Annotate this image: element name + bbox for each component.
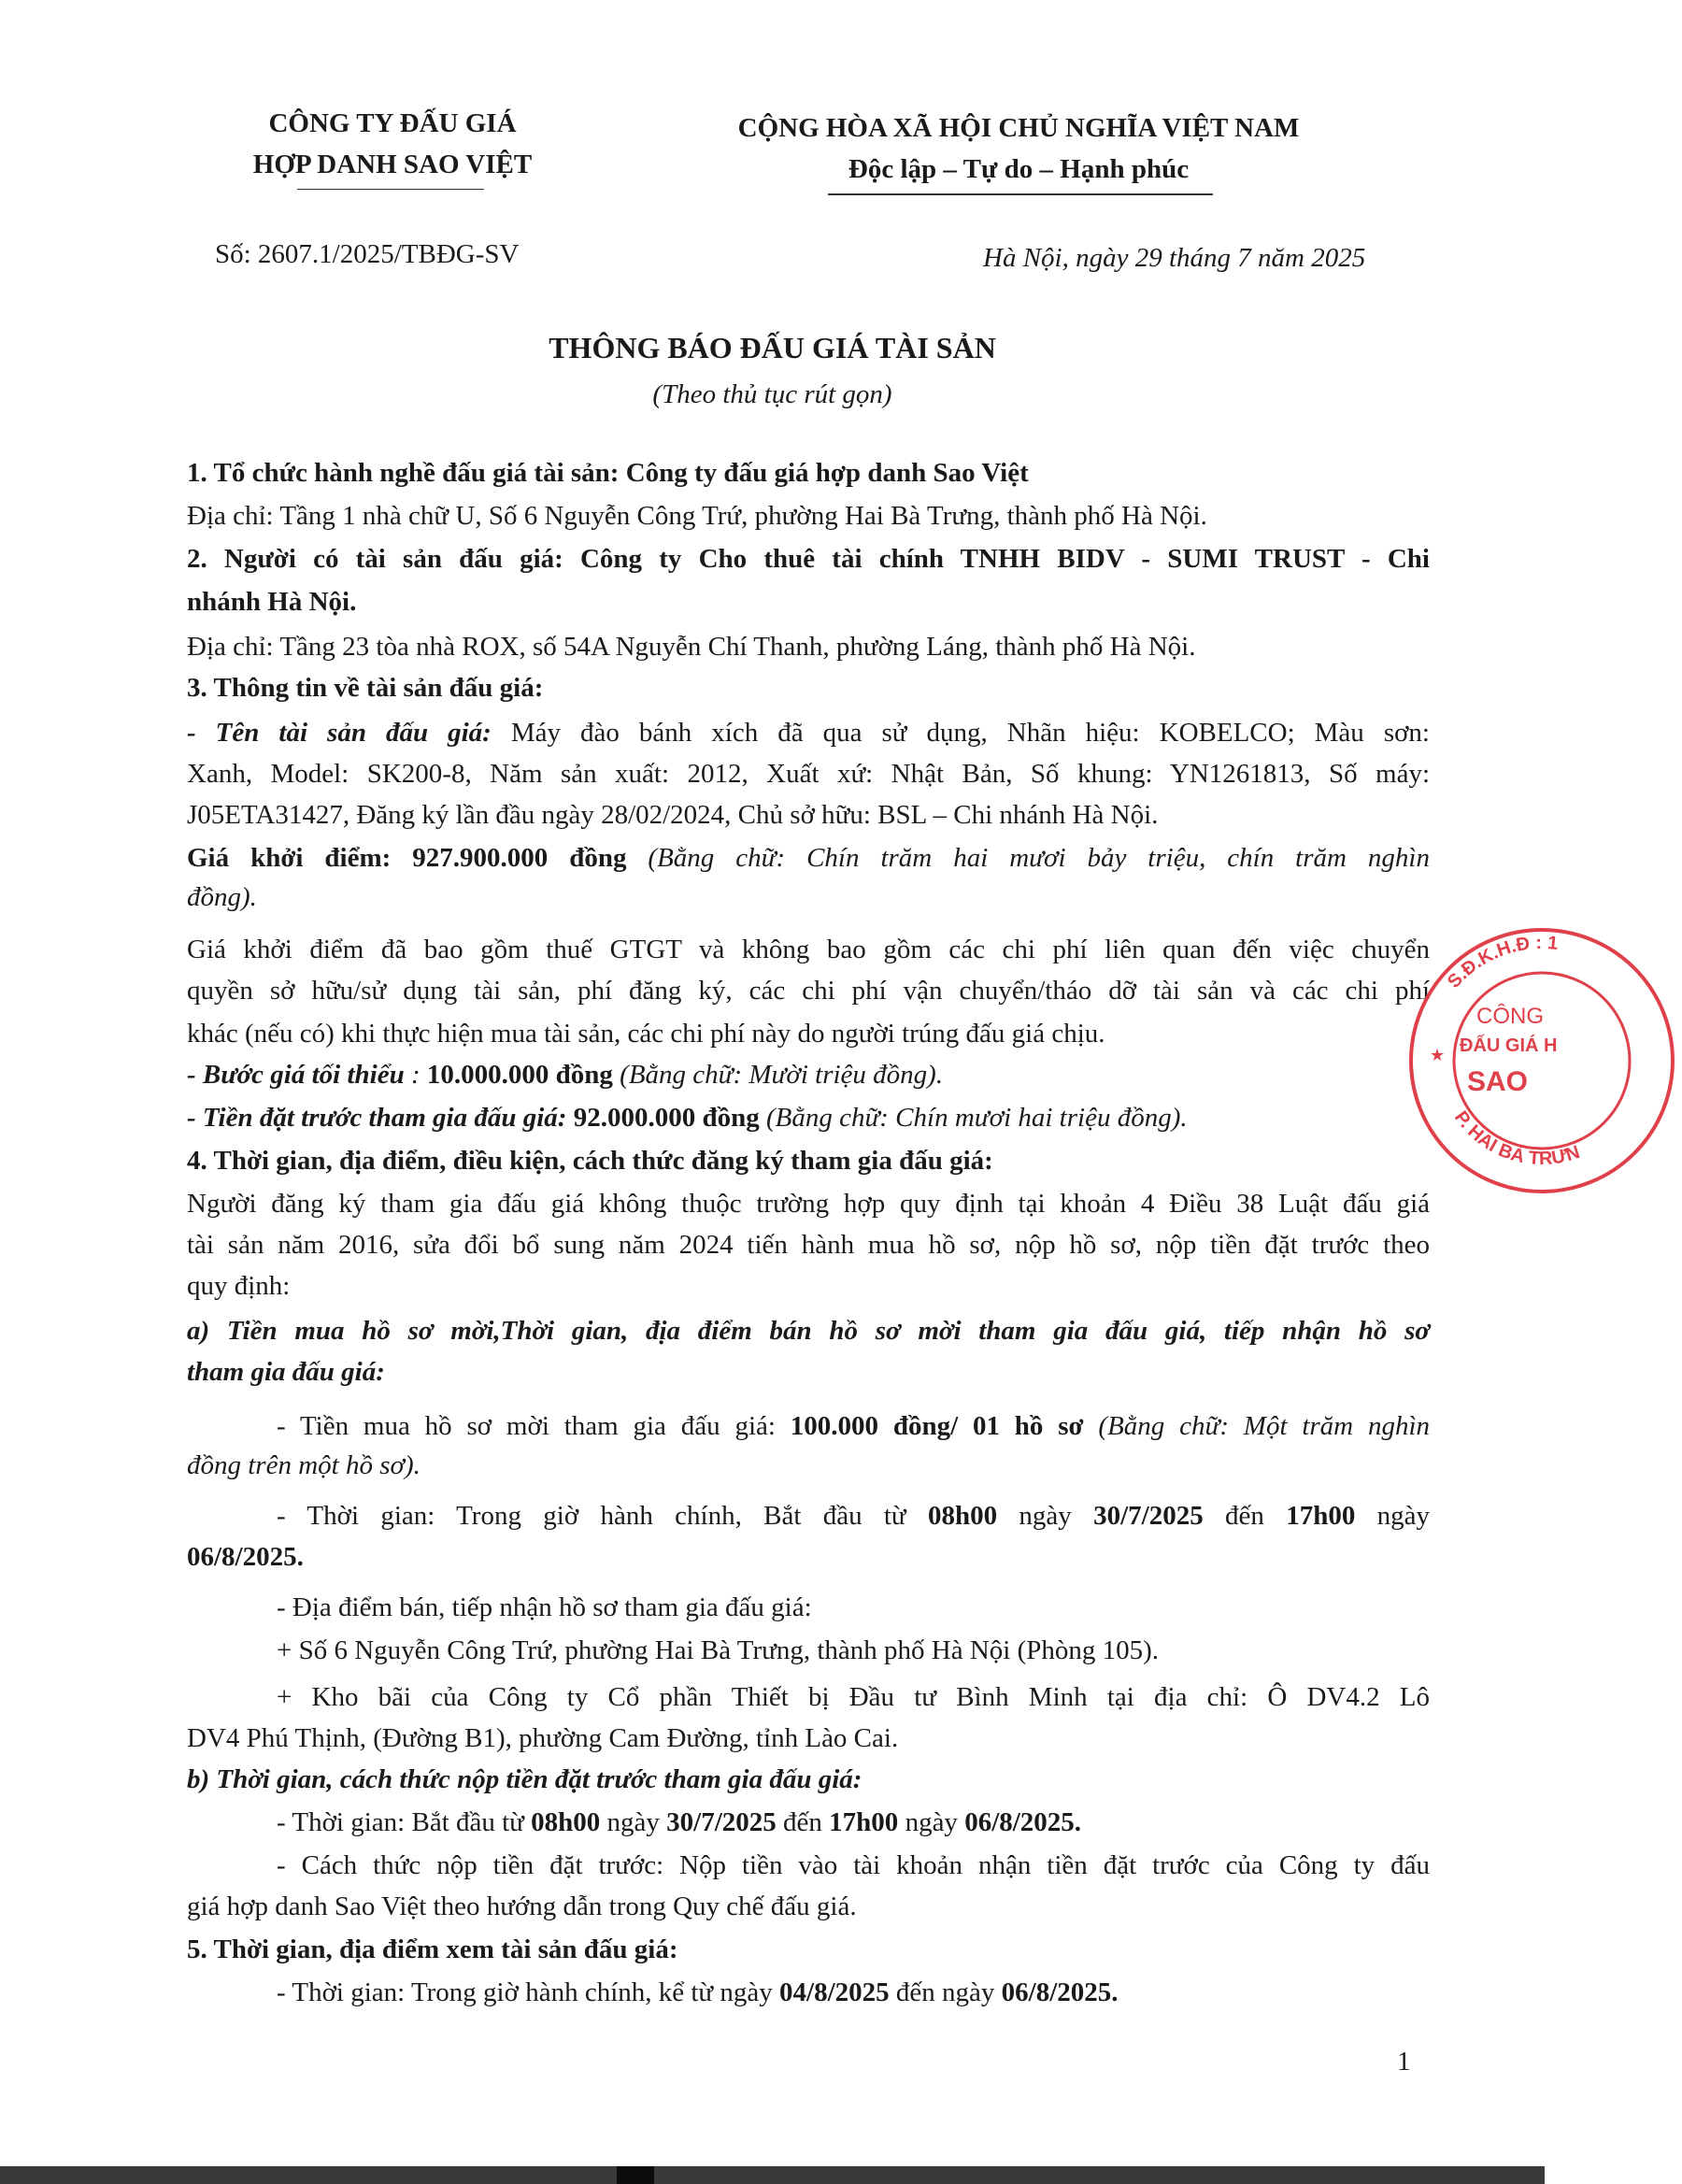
s4-a-time-prefix: - Thời gian: Trong giờ hành chính, Bắt đầu từ (277, 1501, 928, 1531)
s4-a-time-h2: 17h00 (1286, 1501, 1356, 1531)
s3-vat-l2: quyền sở hữu/sử dụng tài sản, phí đăng ký, các chi phí vận chuyển/tháo dỡ tài sản và các chi phí (187, 976, 1430, 1006)
s3-asset-label: - Tên tài sản đấu giá: (187, 718, 492, 748)
s3-heading: 3. Thông tin về tài sản đấu giá: (187, 673, 544, 703)
s4-a-time-mid1: ngày (997, 1501, 1094, 1531)
s5-time-mid: đến ngày (889, 1977, 1002, 2007)
s3-deposit-label: - Tiền đặt trước tham gia đấu giá: (187, 1103, 567, 1133)
s3-step-words: (Bằng chữ: Mười triệu đồng). (612, 1060, 944, 1090)
s3-asset-l1 (187, 714, 1430, 751)
doc-title: THÔNG BÁO ĐẤU GIÁ TÀI SẢN (549, 331, 996, 364)
seal-star-icon: ★ (1430, 1046, 1446, 1064)
s3-vat-l3: khác (nếu có) khi thực hiện mua tài sản, các chi phí này do người trúng đấu giá chịu. (187, 1019, 1105, 1049)
s3-start-price-label: Giá khởi điểm: 927.900.000 đồng (187, 843, 627, 873)
place-date: Hà Nội, ngày 29 tháng 7 năm 2025 (983, 243, 1366, 273)
s3-asset-l3: J05ETA31427, Đăng ký lần đầu ngày 28/02/2024, Chủ sở hữu: BSL – Chi nhánh Hà Nội. (187, 800, 1159, 830)
s2-heading-l1: 2. Người có tài sản đấu giá: Công ty Cho thuê tài chính TNHH BIDV - SUMI TRUST - Chi (187, 544, 1430, 574)
s4-b-time-mid1: ngày (600, 1807, 667, 1837)
s3-deposit-value: 92.000.000 đồng (566, 1103, 760, 1133)
s4-a-place-2-l2: DV4 Phú Thịnh, (Đường B1), phường Cam Đường, tỉnh Lào Cai. (187, 1723, 899, 1753)
org-name-line1: CÔNG TY ĐẤU GIÁ (268, 108, 517, 138)
seal-bottom-text: P. HAI BÀ TRƯN (1449, 1107, 1583, 1170)
scan-mark (617, 2166, 654, 2184)
s3-step (187, 1056, 943, 1093)
doc-number: Số: 2607.1/2025/TBĐG-SV (215, 239, 520, 269)
s4-a-fee-l1 (277, 1407, 1430, 1445)
s4-a-time-d1: 30/7/2025 (1093, 1501, 1204, 1531)
s4-a-fee-words-l2: đồng trên một hồ sơ). (187, 1450, 420, 1480)
s4-intro-l2: tài sản năm 2016, sửa đổi bổ sung năm 2024 tiến hành mua hồ sơ, nộp hồ sơ, nộp tiền đặt trước theo (187, 1230, 1430, 1260)
org-name (215, 103, 570, 185)
s3-step-colon: : (404, 1060, 427, 1090)
s4-b-time-d1: 30/7/2025 (666, 1807, 777, 1837)
s4-a-time-mid3: ngày (1355, 1501, 1431, 1531)
s4-intro-l3: quy định: (187, 1271, 291, 1301)
s4-a-time-mid2: đến (1203, 1501, 1287, 1531)
nation-title: CỘNG HÒA XÃ HỘI CHỦ NGHĨA VIỆT NAM (737, 113, 1300, 143)
nation-motto (673, 107, 1364, 190)
doc-subtitle: (Theo thủ tục rút gọn) (652, 379, 892, 409)
s4-a-fee-value: 100.000 đồng/ 01 hồ sơ (790, 1411, 1084, 1441)
s1-address: Địa chỉ: Tầng 1 nhà chữ U, Số 6 Nguyễn Công Trứ, phường Hai Bà Trưng, thành phố Hà Nội. (187, 501, 1207, 531)
s4-a-time-d2: 06/8/2025. (187, 1542, 304, 1572)
s3-asset-l2: Xanh, Model: SK200-8, Năm sản xuất: 2012, Xuất xứ: Nhật Bản, Số khung: YN1261813, Số máy: (187, 759, 1430, 789)
s4-a-fee-prefix: - Tiền mua hồ sơ mời tham gia đấu giá: (277, 1411, 791, 1441)
seal-line2: ĐẤU GIÁ H (1460, 1035, 1558, 1056)
motto: Độc lập – Tự do – Hạnh phúc (848, 154, 1190, 184)
s5-time (277, 1974, 1119, 2011)
s3-start-price-words-l2: đồng). (187, 882, 257, 912)
s4-heading: 4. Thời gian, địa điểm, điều kiện, cách thức đăng ký tham gia đấu giá: (187, 1146, 993, 1176)
s4-b-heading: b) Thời gian, cách thức nộp tiền đặt trước tham gia đấu giá: (187, 1764, 862, 1794)
s4-a-time-l1 (277, 1497, 1430, 1535)
s3-asset-text-l1: Máy đào bánh xích đã qua sử dụng, Nhãn hiệu: KOBELCO; Màu sơn: (491, 718, 1430, 748)
s2-address: Địa chỉ: Tầng 23 tòa nhà ROX, số 54A Nguyễn Chí Thanh, phường Láng, thành phố Hà Nội. (187, 632, 1196, 662)
s3-vat-l1: Giá khởi điểm đã bao gồm thuế GTGT và không bao gồm các chi phí liên quan đến việc chuyển (187, 935, 1430, 964)
s4-b-method-l2: giá hợp danh Sao Việt theo hướng dẫn trong Quy chế đấu giá. (187, 1891, 857, 1921)
s3-step-label: - Bước giá tối thiểu (187, 1060, 405, 1090)
s4-b-time-mid2: đến (776, 1807, 830, 1837)
company-seal (1402, 921, 1682, 1201)
s4-a-fee-words-l1: (Bằng chữ: Một trăm nghìn (1083, 1411, 1430, 1441)
s4-b-method-l1: - Cách thức nộp tiền đặt trước: Nộp tiền vào tài khoản nhận tiền đặt trước của Công ty đấu (277, 1850, 1430, 1880)
s2-heading-l2: nhánh Hà Nội. (187, 587, 357, 617)
org-underline (297, 189, 484, 190)
s4-b-time (277, 1804, 1081, 1841)
seal-top-text: S.Đ.K.H.Đ : 1 (1443, 932, 1560, 992)
s5-time-d1: 04/8/2025 (779, 1977, 890, 2007)
s3-deposit (187, 1099, 1188, 1136)
org-name-line2: HỢP DANH SAO VIỆT (252, 150, 533, 179)
s4-b-time-h2: 17h00 (829, 1807, 899, 1837)
s4-intro-l1: Người đăng ký tham gia đấu giá không thuộc trường hợp quy định tại khoản 4 Điều 38 Luật đấu giá (187, 1189, 1430, 1219)
s4-a-heading-l1: a) Tiền mua hồ sơ mời,Thời gian, địa điểm bán hồ sơ mời tham gia đấu giá, tiếp nhận hồ sơ (187, 1316, 1430, 1346)
seal-line1: CÔNG (1476, 1004, 1544, 1029)
s3-deposit-words: (Bằng chữ: Chín mươi hai triệu đồng). (759, 1103, 1188, 1133)
seal-inner-ring (1454, 973, 1630, 1149)
s3-start-price-l1 (187, 839, 1430, 877)
s4-a-place: - Địa điểm bán, tiếp nhận hồ sơ tham gia đấu giá: (277, 1592, 812, 1622)
s4-b-time-h1: 08h00 (531, 1807, 601, 1837)
s3-step-value: 10.000.000 đồng (426, 1060, 613, 1090)
s4-a-place-1: + Số 6 Nguyễn Công Trứ, phường Hai Bà Trưng, thành phố Hà Nội (Phòng 105). (277, 1635, 1160, 1665)
s5-time-prefix: - Thời gian: Trong giờ hành chính, kể từ ngày (277, 1977, 780, 2007)
s5-time-d2: 06/8/2025. (1001, 1977, 1119, 2007)
s1-heading: 1. Tổ chức hành nghề đấu giá tài sản: Công ty đấu giá hợp danh Sao Việt (187, 458, 1029, 488)
s4-a-place-2-l1: + Kho bãi của Công ty Cổ phần Thiết bị Đầu tư Bình Minh tại địa chỉ: Ô DV4.2 Lô (277, 1682, 1430, 1712)
s4-a-time-h1: 08h00 (927, 1501, 998, 1531)
s4-a-heading-l2: tham gia đấu giá: (187, 1357, 385, 1387)
s4-b-time-d2: 06/8/2025. (964, 1807, 1082, 1837)
page-number: 1 (1397, 2047, 1411, 2077)
scan-edge (0, 2166, 1545, 2184)
s3-start-price-words-l1: (Bằng chữ: Chín trăm hai mươi bảy triệu, chín trăm nghìn (626, 843, 1430, 873)
s4-b-time-mid3: ngày (898, 1807, 965, 1837)
seal-line3: SAO (1467, 1066, 1529, 1097)
s5-heading: 5. Thời gian, địa điểm xem tài sản đấu giá: (187, 1934, 678, 1964)
s4-b-time-prefix: - Thời gian: Bắt đầu từ (277, 1807, 532, 1837)
motto-underline (828, 193, 1213, 195)
